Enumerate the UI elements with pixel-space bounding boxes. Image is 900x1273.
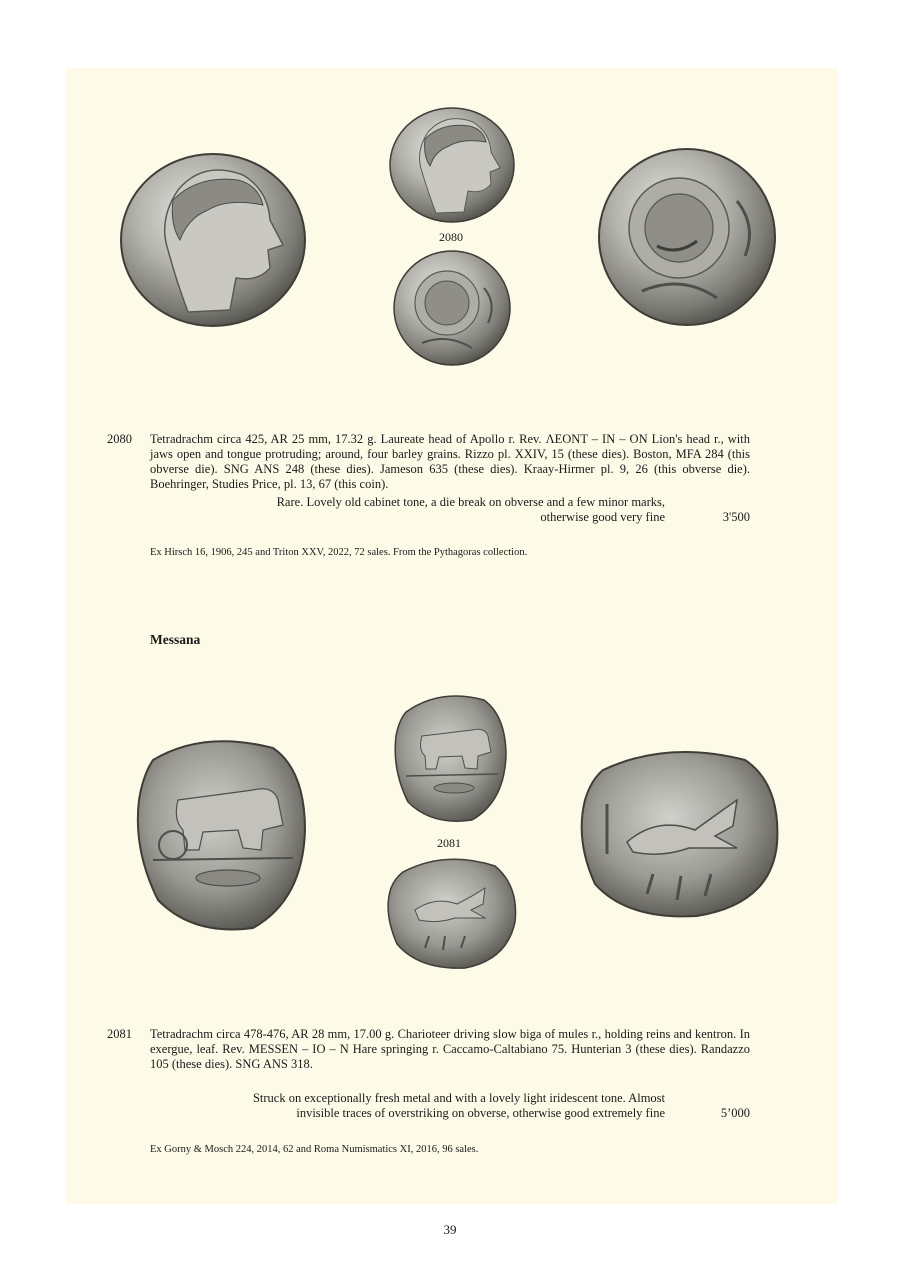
lot-condition-cont: invisible traces of overstriking on obverse, otherwise good extremely fine [296,1106,665,1120]
lot-2081-image-label: 2081 [437,836,461,850]
lot-price: 3'500 [722,510,750,524]
page-number: 39 [443,1222,457,1237]
lot-price: 5’000 [720,1106,750,1120]
coin-2081-obverse-small [392,690,508,824]
lot-provenance: Ex Hirsch 16, 1906, 245 and Triton XXV, 2022, 72 sales. From the Pythagoras collection. [150,547,528,558]
coin-2080-obverse-large [118,150,308,330]
section-heading: Messana [150,632,201,647]
coin-2081-reverse-large [577,744,781,918]
lot-provenance: Ex Gorny & Mosch 224, 2014, 62 and Roma Numismatics XI, 2016, 96 sales. [150,1144,479,1155]
lot-2080-image-label: 2080 [439,230,463,244]
coin-2081-reverse-small [385,852,519,970]
lot-condition-cont: otherwise good very fine [540,510,665,524]
lot-description: Tetradrachm circa 425, AR 25 mm, 17.32 g. Laureate head of Apollo r. Rev. ΛΕΟΝΤ – ΙΝ – ΟΝ Lion's head r., with jaws open and tongue protruding; around, four barley grains. Rizzo pl. XXIV, 15 (these dies). Boston, MFA 284 (this obverse die). SNG ANS 248 (these dies). Jameson 635 (these dies). Kraay-Hirmer pl. 9, 26 (this obverse die). Boehringer, Studies Price, pl. 13, 67 (this coin). [150,432,750,491]
lot-condition: Struck on exceptionally fresh metal and with a lovely light iridescent tone. Almost [252,1091,665,1105]
lot-condition: Rare. Lovely old cabinet tone, a die break on obverse and a few minor marks, [276,495,665,509]
coin-2080-reverse-small [392,248,512,368]
coin-2081-obverse-large [133,730,309,934]
lot-number: 2081 [107,1027,132,1041]
lot-description: Tetradrachm circa 478-476, AR 28 mm, 17.00 g. Charioteer driving slow biga of mules r., holding reins and kentron. In exergue, leaf. Rev. MESSEN – IO – N Hare springing r. Caccamo-Caltabiano 75. Hunterian 3 (these dies). Randazzo 105 (these dies). SNG ANS 318. [150,1027,750,1071]
coin-2080-obverse-small [388,106,516,224]
lot-number: 2080 [107,432,132,446]
coin-2080-reverse-large [597,146,777,328]
